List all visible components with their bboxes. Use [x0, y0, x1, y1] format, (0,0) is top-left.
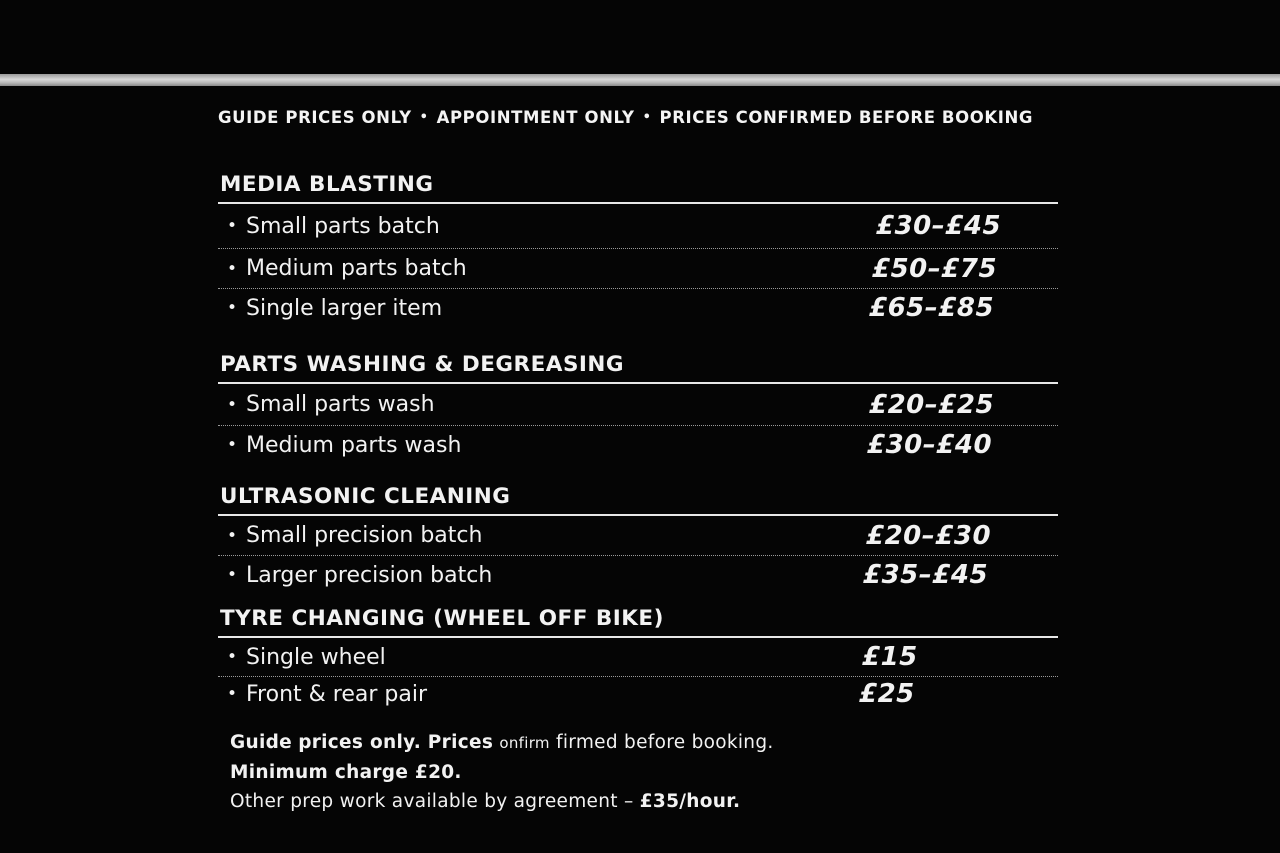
footer-text: Other prep work available by agreement – — [230, 791, 634, 812]
section-tyre-changing — [218, 606, 1058, 711]
service-price: £25 — [859, 679, 915, 709]
price-row — [218, 289, 1058, 327]
bullet-icon: • — [226, 565, 238, 585]
bullet-icon: • — [226, 216, 238, 236]
footer-line-minimum-charge — [230, 758, 774, 787]
service-label: Small parts batch — [246, 213, 440, 239]
service-price: £65–£85 — [869, 293, 995, 323]
banner-separator: • — [419, 110, 429, 125]
price-row — [218, 638, 1058, 677]
service-label: Single larger item — [246, 295, 443, 321]
footer-notes — [230, 728, 774, 816]
footer-text: firmed before booking. — [556, 732, 774, 753]
section-media-blasting — [218, 172, 1058, 327]
section-title: MEDIA BLASTING — [218, 172, 1058, 204]
footer-text: Guide — [230, 732, 292, 753]
service-label: Single wheel — [246, 644, 386, 670]
banner-item-prices-confirmed: PRICES CONFIRMED BEFORE BOOKING — [659, 108, 1034, 127]
bullet-icon: • — [226, 647, 238, 667]
service-price: £30–£45 — [876, 211, 1002, 241]
footer-text: £35/hour. — [639, 791, 741, 812]
price-row — [218, 249, 1058, 289]
section-title: ULTRASONIC CLEANING — [218, 484, 1058, 516]
bullet-icon: • — [226, 394, 238, 415]
bullet-icon: • — [226, 258, 238, 279]
price-row — [218, 516, 1058, 556]
service-label: Larger precision batch — [246, 562, 493, 588]
section-title: TYRE CHANGING (WHEEL OFF BIKE) — [218, 606, 1058, 638]
footer-text: onfirm — [499, 734, 550, 752]
service-price: £20–£30 — [866, 520, 992, 551]
footer-text: Minimum charge £20. — [230, 762, 462, 783]
bullet-icon: • — [226, 525, 238, 546]
service-price: £15 — [862, 642, 918, 672]
service-label: Front & rear pair — [246, 681, 428, 707]
service-label: Small precision batch — [246, 523, 483, 548]
price-row — [218, 204, 1058, 249]
top-decorative-stripe — [0, 74, 1280, 86]
price-row — [218, 677, 1058, 711]
service-label: Small parts wash — [246, 392, 435, 417]
service-price: £50–£75 — [872, 253, 998, 284]
footer-line-guide-prices — [230, 728, 774, 758]
service-price: £20–£25 — [869, 389, 995, 420]
service-label: Medium parts wash — [246, 432, 462, 458]
service-price: £30–£40 — [867, 430, 993, 460]
footer-text: prices only. Prices — [298, 732, 494, 753]
price-row — [218, 426, 1058, 464]
service-price: £35–£45 — [863, 560, 989, 590]
section-ultrasonic-cleaning — [218, 484, 1058, 594]
price-row — [218, 384, 1058, 426]
notice-banner — [218, 108, 1033, 127]
banner-item-appointment: APPOINTMENT ONLY — [436, 108, 635, 127]
footer-line-other-work — [230, 787, 774, 816]
service-label: Medium parts batch — [246, 256, 467, 281]
bullet-icon: • — [226, 684, 238, 704]
section-title: PARTS WASHING & DEGREASING — [218, 352, 1058, 384]
banner-separator: • — [642, 110, 652, 125]
bullet-icon: • — [226, 435, 238, 455]
bullet-icon: • — [226, 298, 238, 318]
banner-item-guide-prices: GUIDE PRICES ONLY — [218, 108, 412, 127]
price-row — [218, 556, 1058, 594]
section-parts-washing — [218, 352, 1058, 464]
